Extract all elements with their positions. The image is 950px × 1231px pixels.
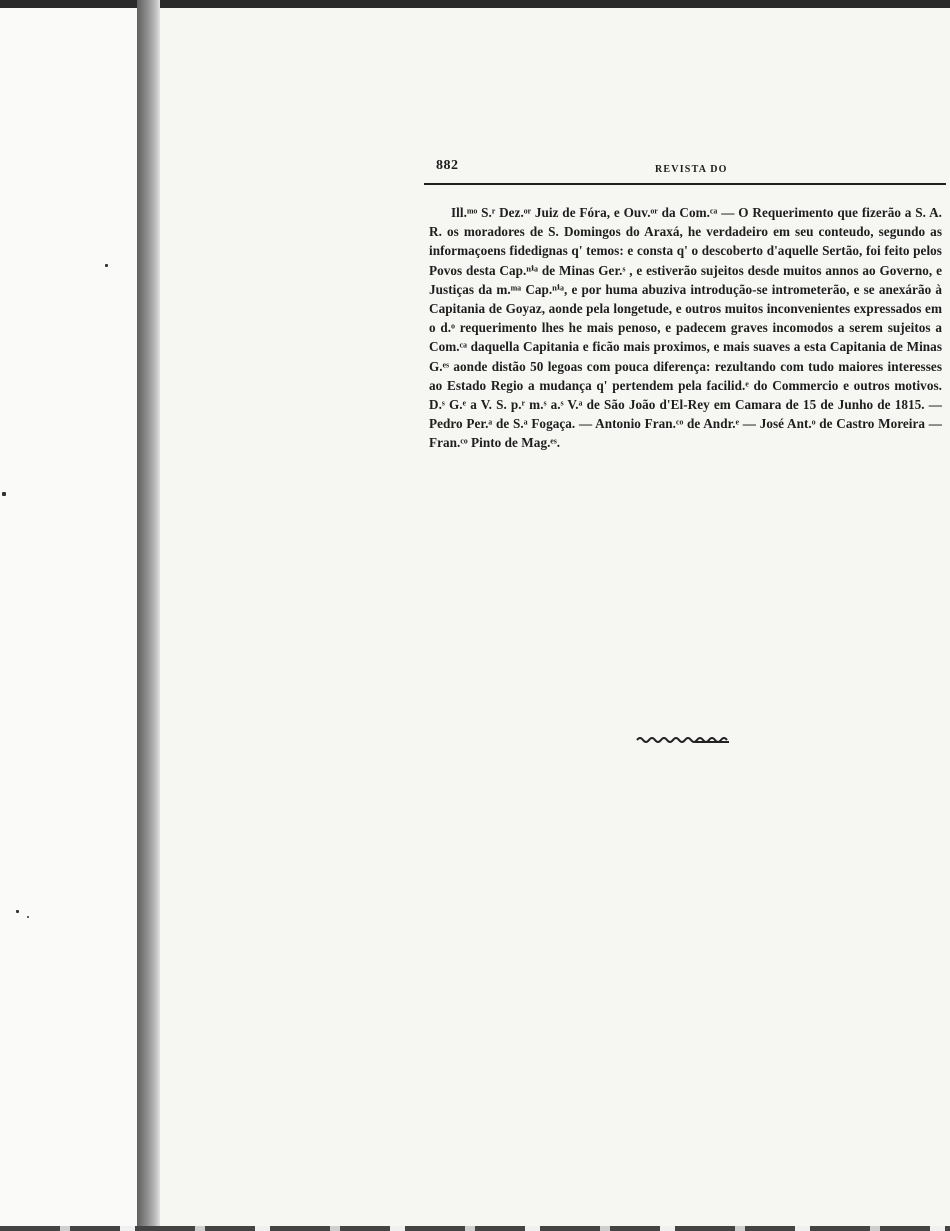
page-bottom-edge [0,1226,950,1231]
speck-mark [2,492,6,496]
page-header [436,156,944,182]
header-rule [424,183,946,185]
wavy-line-ornament-icon [635,733,731,747]
document-paragraph: Ill.ᵐᵒ S.ʳ Dez.ᵒʳ Juiz de Fóra, e Ouv.ᵒʳ da Com.ᶜᵃ — O Requerimento que fizerão a S. A. R. os moradores de S. Domingos do Araxá, he verdadeiro em seu conteudo, segundo as informaçoens fidedignas q' temos: e consta q' o descoberto d'aquelle Sertão, foi feito pelos Povos desta Cap.ⁿⁱᵃ de Minas Ger.ˢ , e estiverão sujeitos desde muitos annos ao Governo, e Justiças da m.ᵐᵃ Cap.ⁿⁱᵃ, e por huma abuziva introdução-se intrometerão, e se anexárão à Capitania de Goyaz, aonde pela longetude, e outros muitos inconvenientes expressados em o d.ᵒ requerimento lhes he mais penoso, e padecem graves incomodos a serem sujeitos a Com.ᶜᵃ daquella Capitania e ficão mais proximos, e mais suaves a esta Capitania de Minas G.ᵉˢ aonde distão 50 legoas com pouca diferença: rezultando com tudo maiores interesses ao Estado Regio a mudança q' pertendem pela facilid.ᵉ do Commercio e outros motivos. D.ˢ G.ᵉ a V. S. p.ʳ m.ˢ a.ˢ V.ᵃ de São João d'El-Rey em Camara de 15 de Junho de 1815. — Pedro Per.ᵃ de S.ᵃ Fogaça. — Antonio Fran.ᶜᵒ de Andr.ᵉ — José Ant.ᵒ de Castro Moreira — Fran.ᶜᵒ Pinto de Mag.ᵉˢ. [429,205,942,451]
running-head: REVISTA DO [655,164,728,175]
speck-mark [16,910,19,913]
page-number: 882 [436,158,459,173]
speck-mark [27,916,29,918]
facing-page-margin [0,8,137,1231]
binding-gutter-shadow [137,0,160,1231]
speck-mark [105,264,108,267]
